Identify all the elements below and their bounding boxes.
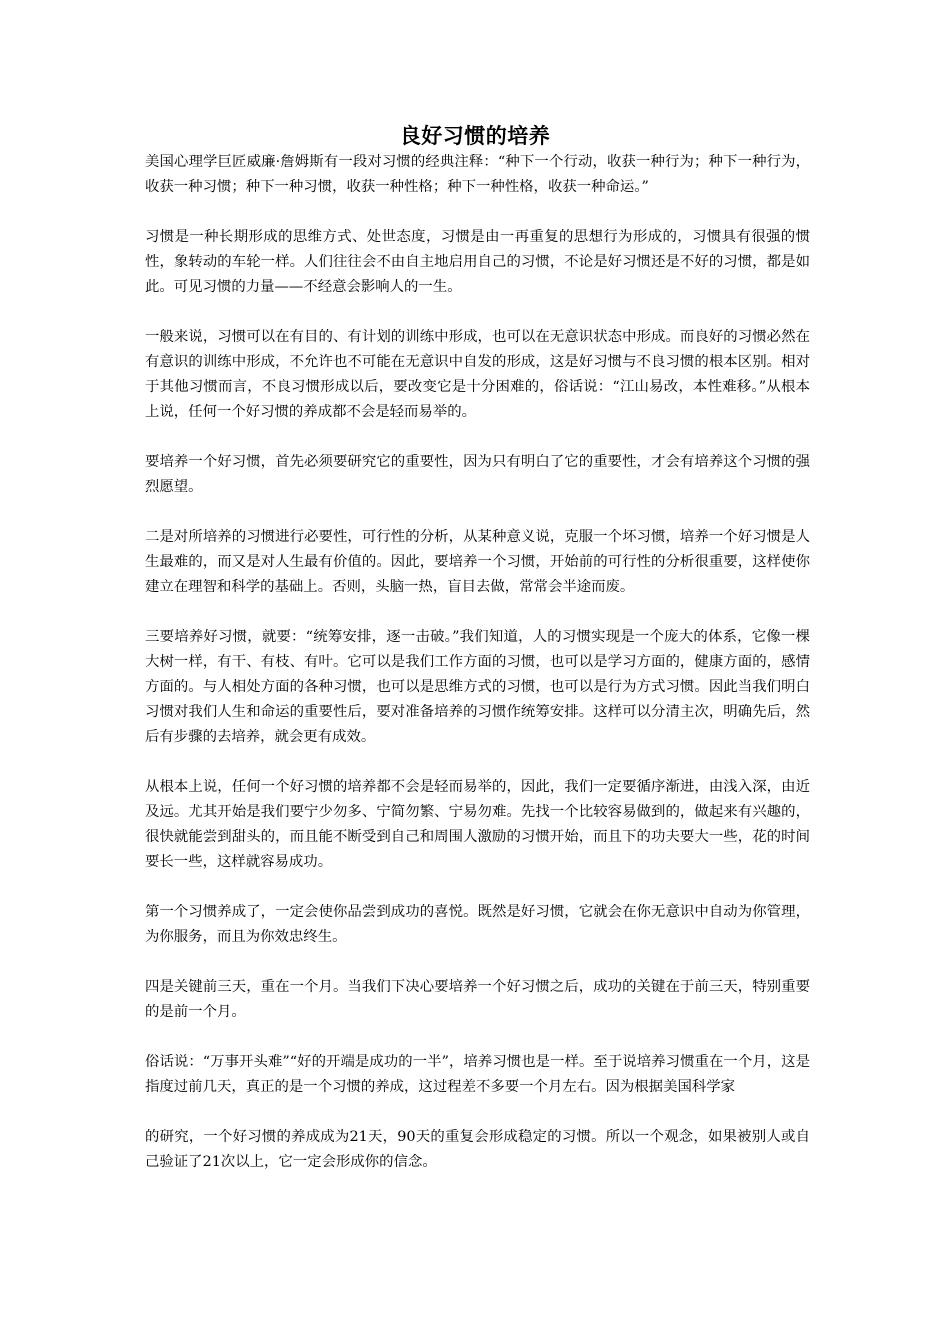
paragraph: 俗话说：“万事开头难”“好的开端是成功的一半”，培养习惯也是一样。至于说培养习惯重在一个月，这是指度过前几天，真正的是一个习惯的养成，这过程差不多要一个月左右。因为根据美国科学家 xyxy=(145,1054,810,1095)
paragraph: 三要培养好习惯，就要：“统筹安排，逐一击破。”我们知道，人的习惯实现是一个庞大的体系，它像一棵大树一样，有干、有枝、有叶。它可以是我们工作方面的习惯，也可以是学习方面的，健康方面的，感情方面的。与人相处方面的各种习惯，也可以是思维方式的习惯，也可以是行为方式习惯。因此当我们明白习惯对我们人生和命运的重要性后，要对准备培养的习惯作统筹安排。这样可以分清主次，明确先后，然后有步骤的去培养，就会更有成效。 xyxy=(145,629,810,745)
paragraph: 习惯是一种长期形成的思维方式、处世态度，习惯是由一再重复的思想行为形成的，习惯具有很强的惯性，象转动的车轮一样。人们往往会不由自主地启用自己的习惯，不论是好习惯还是不好的习惯，都是如此。可见习惯的力量——不经意会影响人的一生。 xyxy=(145,229,810,295)
paragraph: 四是关键前三天，重在一个月。当我们下决心要培养一个好习惯之后，成功的关键在于前三天，特别重要的是前一个月。 xyxy=(145,979,810,1020)
paragraph: 美国心理学巨匠威廉·詹姆斯有一段对习惯的经典注释：“种下一个行动，收获一种行为；种下一种行为，收获一种习惯；种下一种习惯，收获一种性格；种下一种性格，收获一种命运。” xyxy=(145,154,810,195)
document-body xyxy=(145,150,810,1175)
paragraph: 一般来说，习惯可以在有目的、有计划的训练中形成，也可以在无意识状态中形成。而良好的习惯必然在有意识的训练中形成，不允许也不可能在无意识中自发的形成，这是好习惯与不良习惯的根本区别。相对于其他习惯而言，不良习惯形成以后，要改变它是十分困难的，俗话说：“江山易改，本性难移。”从根本上说，任何一个好习惯的养成都不会是轻而易举的。 xyxy=(145,329,810,420)
paragraph: 要培养一个好习惯，首先必须要研究它的重要性，因为只有明白了它的重要性，才会有培养这个习惯的强烈愿望。 xyxy=(145,454,810,495)
paragraph: 第一个习惯养成了，一定会使你品尝到成功的喜悦。既然是好习惯，它就会在你无意识中自动为你管理，为你服务，而且为你效忠终生。 xyxy=(145,904,810,945)
paragraph: 从根本上说，任何一个好习惯的培养都不会是轻而易举的，因此，我们一定要循序渐进，由浅入深，由近及远。尤其开始是我们要宁少勿多、宁简勿繁、宁易勿难。先找一个比较容易做到的，做起来有兴趣的，很快就能尝到甜头的，而且能不断受到自己和周围人激励的习惯开始，而且下的功夫要大一些，花的时间要长一些，这样就容易成功。 xyxy=(145,779,810,870)
document-title: 良好习惯的培养 xyxy=(399,124,551,148)
paragraph: 二是对所培养的习惯进行必要性，可行性的分析，从某种意义说，克服一个坏习惯，培养一个好习惯是人生最难的，而又是对人生最有价值的。因此，要培养一个习惯，开始前的可行性的分析很重要，这样使你建立在理智和科学的基础上。否则，头脑一热，盲目去做，常常会半途而废。 xyxy=(145,529,810,595)
paragraph: 的研究，一个好习惯的养成成为21天，90天的重复会形成稳定的习惯。所以一个观念，如果被别人或自己验证了21次以上，它一定会形成你的信念。 xyxy=(145,1129,810,1170)
